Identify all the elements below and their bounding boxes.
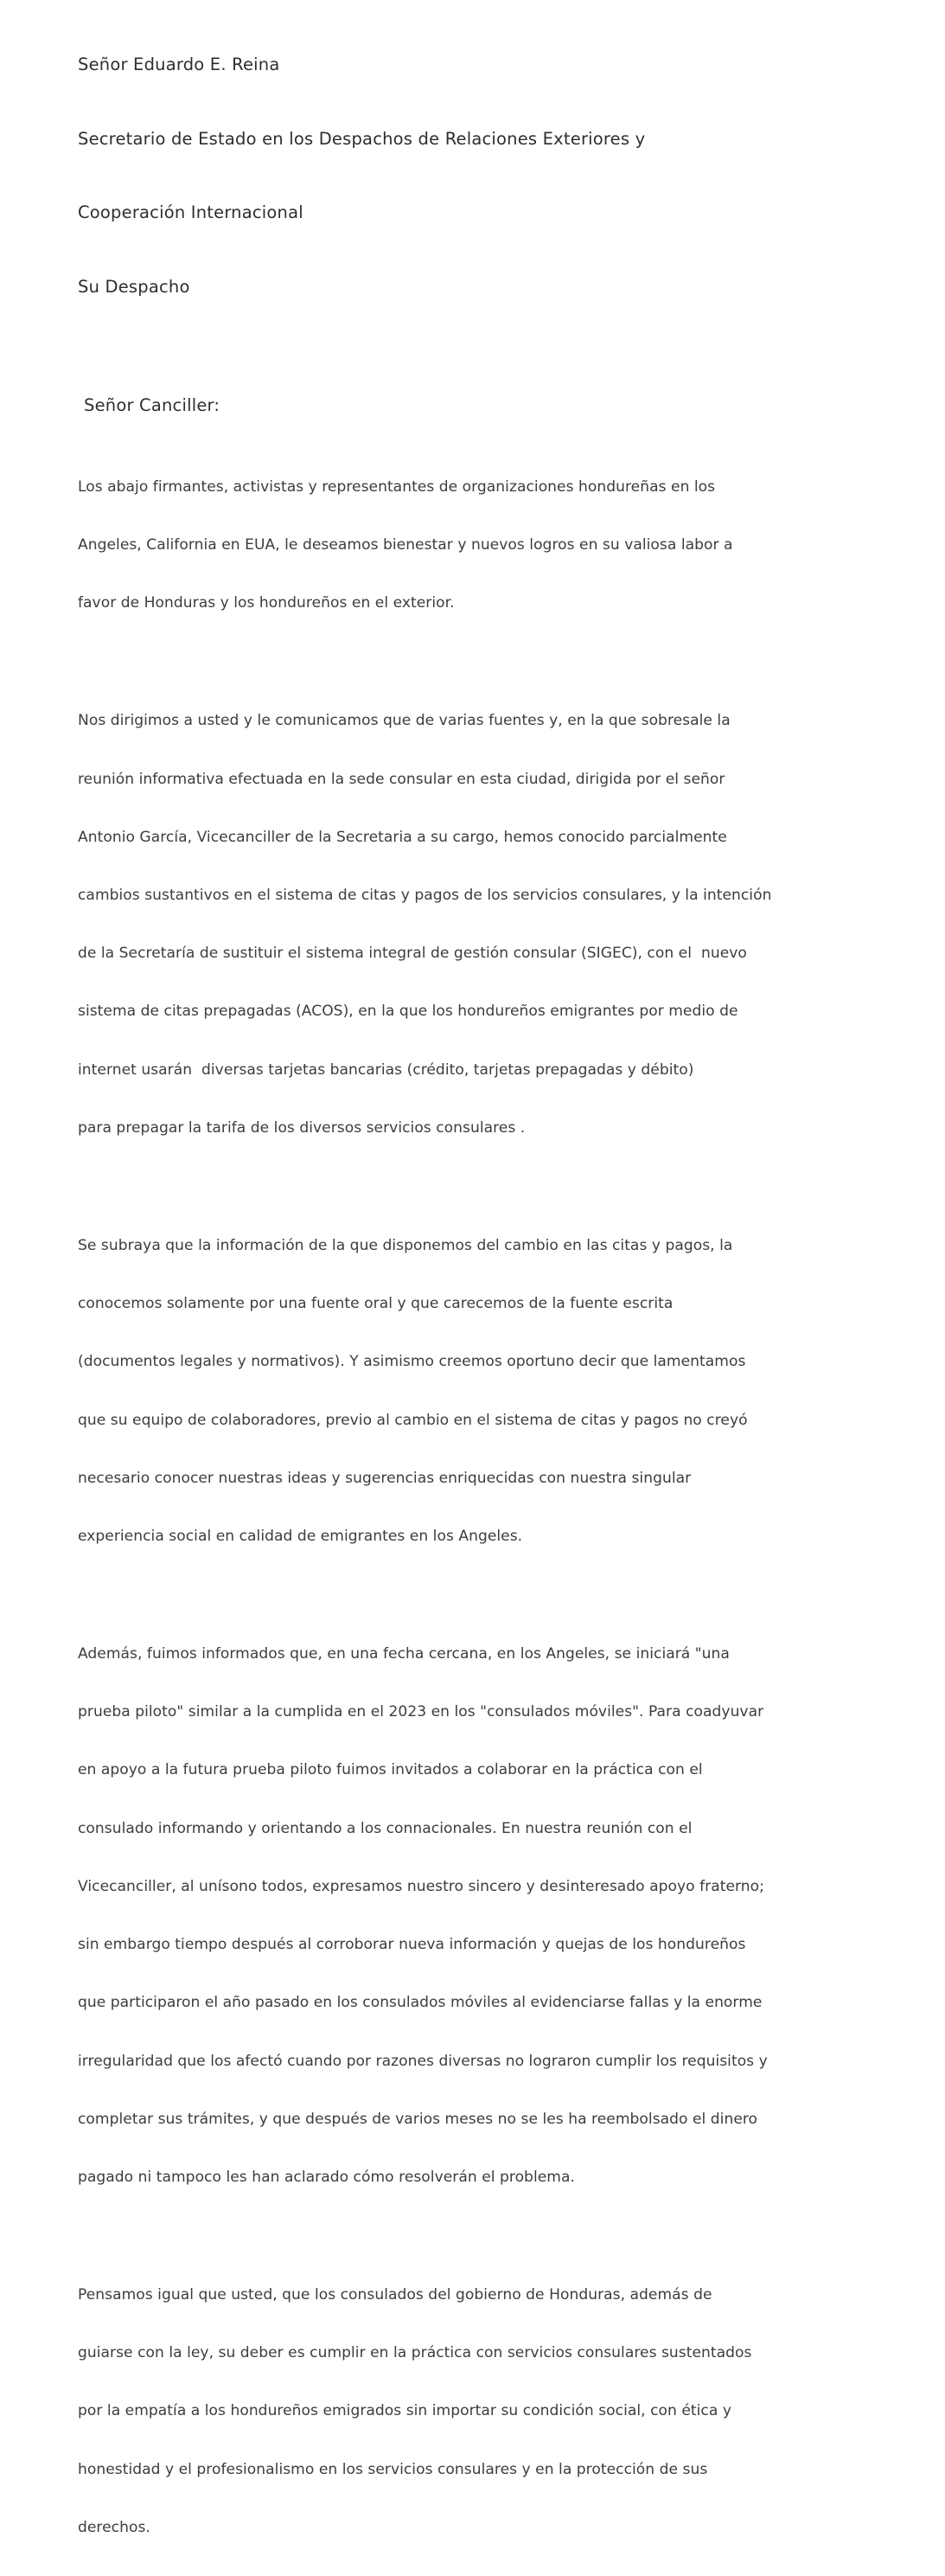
paragraph-line: por la empatía a los hondureños emigrados sin importar su condición social, con ética y bbox=[78, 2402, 731, 2420]
paragraph-line: consulado informando y orientando a los connacionales. En nuestra reunión con el bbox=[78, 1819, 693, 1837]
paragraph-line: completar sus trámites, y que después de varios meses no se les ha reembolsado el dinero bbox=[78, 2110, 758, 2128]
addressee-line-title-2: Cooperación Internacional bbox=[78, 202, 303, 222]
paragraph-line: favor de Honduras y los hondureños en el exterior. bbox=[78, 594, 455, 612]
paragraph-line: pagado ni tampoco les han aclarado cómo resolverán el problema. bbox=[78, 2168, 575, 2186]
paragraph-line: Vicecanciller, al unísono todos, expresamos nuestro sincero y desinteresado apoyo fraterno; bbox=[78, 1877, 764, 1895]
paragraph-1 bbox=[78, 439, 921, 651]
paragraph-line: Además, fuimos informados que, en una fecha cercana, en los Angeles, se iniciará "una bbox=[78, 1644, 730, 1663]
paragraph-line: que su equipo de colaboradores, previo al cambio en el sistema de citas y pagos no creyó bbox=[78, 1411, 748, 1429]
paragraph-line: sin embargo tiempo después al corroborar nueva información y quejas de los hondureños bbox=[78, 1936, 746, 1954]
paragraph-line: Pensamos igual que usted, que los consulados del gobierno de Honduras, además de bbox=[78, 2285, 712, 2304]
paragraph-line: experiencia social en calidad de emigrantes en los Angeles. bbox=[78, 1527, 523, 1545]
paragraph-line: Antonio García, Vicecanciller de la Secretaria a su cargo, hemos conocido parcialmente bbox=[78, 828, 727, 846]
paragraph-line: Angeles, California en EUA, le deseamos bienestar y nuevos logros en su valiosa labor a bbox=[78, 536, 733, 554]
addressee-block bbox=[78, 3, 921, 349]
paragraph-line: derechos. bbox=[78, 2518, 150, 2536]
paragraph-line: sistema de citas prepagadas (ACOS), en la que los hondureños emigrantes por medio de bbox=[78, 1003, 738, 1021]
paragraph-line: prueba piloto" similar a la cumplida en el 2023 en los "consulados móviles". Para coadyuvar bbox=[78, 1703, 764, 1721]
paragraph-line: irregularidad que los afectó cuando por razones diversas no lograron cumplir los requisitos y bbox=[78, 2052, 768, 2070]
paragraph-line: que participaron el año pasado en los consulados móviles al evidenciarse fallas y la enorme bbox=[78, 1994, 763, 2012]
paragraph-5 bbox=[78, 2246, 921, 2576]
salutation: Señor Canciller: bbox=[84, 395, 220, 415]
letter-body bbox=[78, 3, 921, 2576]
paragraph-4 bbox=[78, 1605, 921, 2226]
paragraph-line: honestidad y el profesionalismo en los servicios consulares y en la protección de sus bbox=[78, 2460, 708, 2478]
paragraph-line: necesario conocer nuestras ideas y sugerencias enriquecidas con nuestra singular bbox=[78, 1469, 692, 1487]
paragraph-line: en apoyo a la futura prueba piloto fuimos invitados a colaborar en la práctica con el bbox=[78, 1761, 703, 1779]
paragraph-line: (documentos legales y normativos). Y asimismo creemos oportuno decir que lamentamos bbox=[78, 1353, 746, 1371]
addressee-line-name: Señor Eduardo E. Reina bbox=[78, 54, 280, 74]
paragraph-line: conocemos solamente por una fuente oral y que carecemos de la fuente escrita bbox=[78, 1295, 674, 1313]
paragraph-line: Nos dirigimos a usted y le comunicamos que de varias fuentes y, en la que sobresale la bbox=[78, 712, 731, 730]
addressee-line-title-1: Secretario de Estado en los Despachos de Relaciones Exteriores y bbox=[78, 128, 646, 149]
paragraph-line: guiarse con la ley, su deber es cumplir en la práctica con servicios consulares sustentados bbox=[78, 2344, 752, 2362]
paragraph-line: para prepagar la tarifa de los diversos servicios consulares . bbox=[78, 1118, 526, 1137]
paragraph-line: Los abajo firmantes, activistas y representantes de organizaciones hondureñas en los bbox=[78, 477, 716, 496]
addressee-line-office: Su Despacho bbox=[78, 276, 190, 297]
paragraph-line: reunión informativa efectuada en la sede consular en esta ciudad, dirigida por el señor bbox=[78, 770, 725, 788]
paragraph-line: cambios sustantivos en el sistema de citas y pagos de los servicios consulares, y la intención bbox=[78, 886, 772, 904]
paragraph-2 bbox=[78, 672, 921, 1176]
paragraph-3 bbox=[78, 1197, 921, 1585]
paragraph-line: Se subraya que la información de la que disponemos del cambio en las citas y pagos, la bbox=[78, 1236, 733, 1254]
paragraph-line: internet usarán diversas tarjetas bancarias (crédito, tarjetas prepagadas y débito) bbox=[78, 1061, 694, 1079]
paragraph-line: de la Secretaría de sustituir el sistema integral de gestión consular (SIGEC), con el nuevo bbox=[78, 945, 747, 963]
